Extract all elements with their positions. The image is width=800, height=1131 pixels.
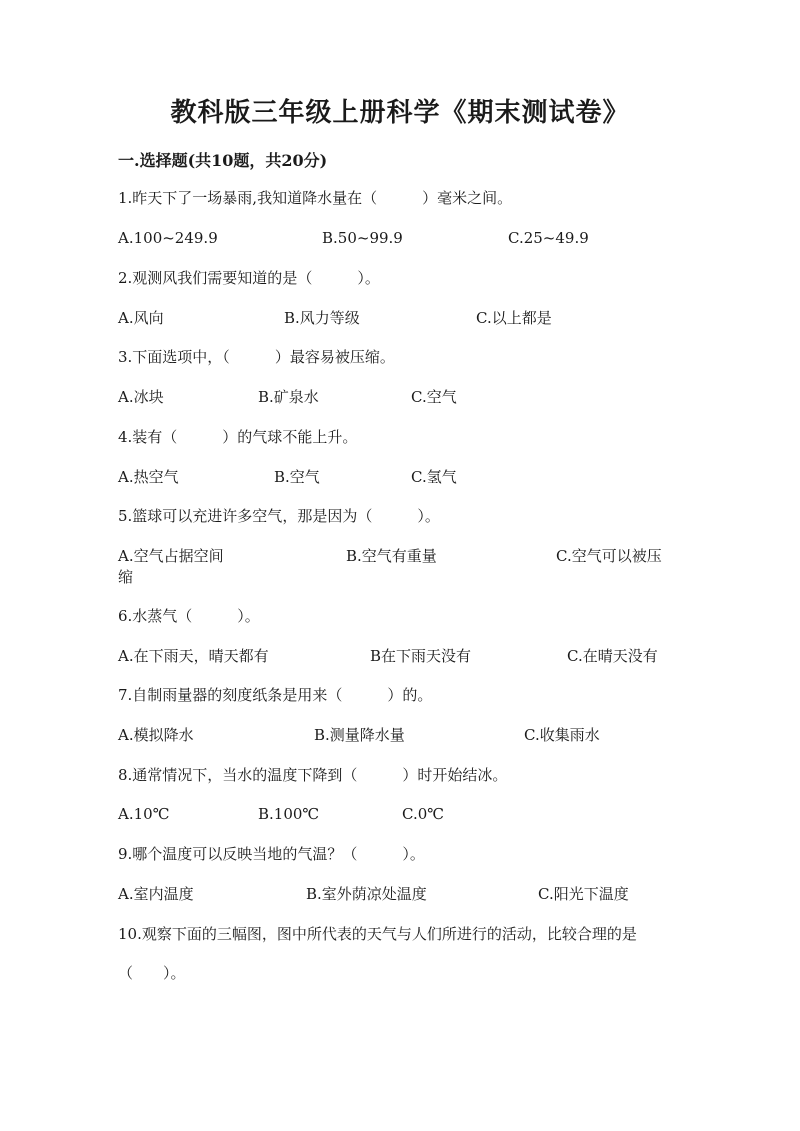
option-b: B.测量降水量	[314, 726, 405, 744]
option-b: B在下雨天没有	[370, 647, 472, 665]
option-a: A.空气占据空间	[118, 547, 224, 565]
option-b: B.100℃	[258, 805, 320, 823]
option-c: C.空气可以被压	[556, 547, 662, 565]
page-title: 教科版三年级上册科学《期末测试卷》	[170, 98, 630, 128]
option-c: C.收集雨水	[524, 726, 600, 744]
question-stem: 8.通常情况下，当水的温度下降到（ ）时开始结冰。	[118, 766, 508, 784]
option-a: A.风向	[118, 309, 164, 327]
question-stem: 2.观测风我们需要知道的是（ ）。	[118, 269, 380, 287]
question-stem: 9.哪个温度可以反映当地的气温？（ ）。	[118, 845, 425, 863]
option-a: A.室内温度	[118, 885, 194, 903]
option-b: B.风力等级	[284, 309, 360, 327]
option-b: B.矿泉水	[258, 388, 319, 406]
option-c: C.空气	[411, 388, 457, 406]
option-c: C.25~49.9	[508, 229, 589, 247]
option-b: B.空气有重量	[346, 547, 437, 565]
option-a: A.冰块	[118, 388, 164, 406]
option-a: A.在下雨天，晴天都有	[118, 647, 269, 665]
option-a: A.热空气	[118, 468, 179, 486]
option-c: C.氢气	[411, 468, 457, 486]
question-stem: 3.下面选项中，（ ）最容易被压缩。	[118, 348, 395, 366]
question-stem: 7.自制雨量器的刻度纸条是用来（ ）的。	[118, 686, 433, 704]
option-c-wrap: 缩	[118, 568, 134, 586]
option-b: B.50~99.9	[322, 229, 403, 247]
question-stem: 4.装有（ ）的气球不能上升。	[118, 428, 358, 446]
question-stem: 6.水蒸气（ ）。	[118, 607, 260, 625]
option-a: A.模拟降水	[118, 726, 194, 744]
question-stem: 5.篮球可以充进许多空气，那是因为（ ）。	[118, 507, 440, 525]
question-stem: 1.昨天下了一场暴雨,我知道降水量在（ ）毫米之间。	[118, 189, 513, 207]
question-stem: 10.观察下面的三幅图，图中所代表的天气与人们所进行的活动，比较合理的是	[118, 925, 637, 943]
option-a: A.100~249.9	[118, 229, 218, 247]
option-b: B.室外荫凉处温度	[306, 885, 427, 903]
option-c: C.0℃	[402, 805, 445, 823]
option-a: A.10℃	[118, 805, 170, 823]
option-c: C.以上都是	[476, 309, 552, 327]
option-b: B.空气	[274, 468, 320, 486]
section-heading: 一.选择题(共10题，共20分)	[118, 151, 328, 170]
question-stem-wrap: （ ）。	[118, 964, 186, 982]
option-c: C.阳光下温度	[538, 885, 629, 903]
option-c: C.在晴天没有	[567, 647, 658, 665]
